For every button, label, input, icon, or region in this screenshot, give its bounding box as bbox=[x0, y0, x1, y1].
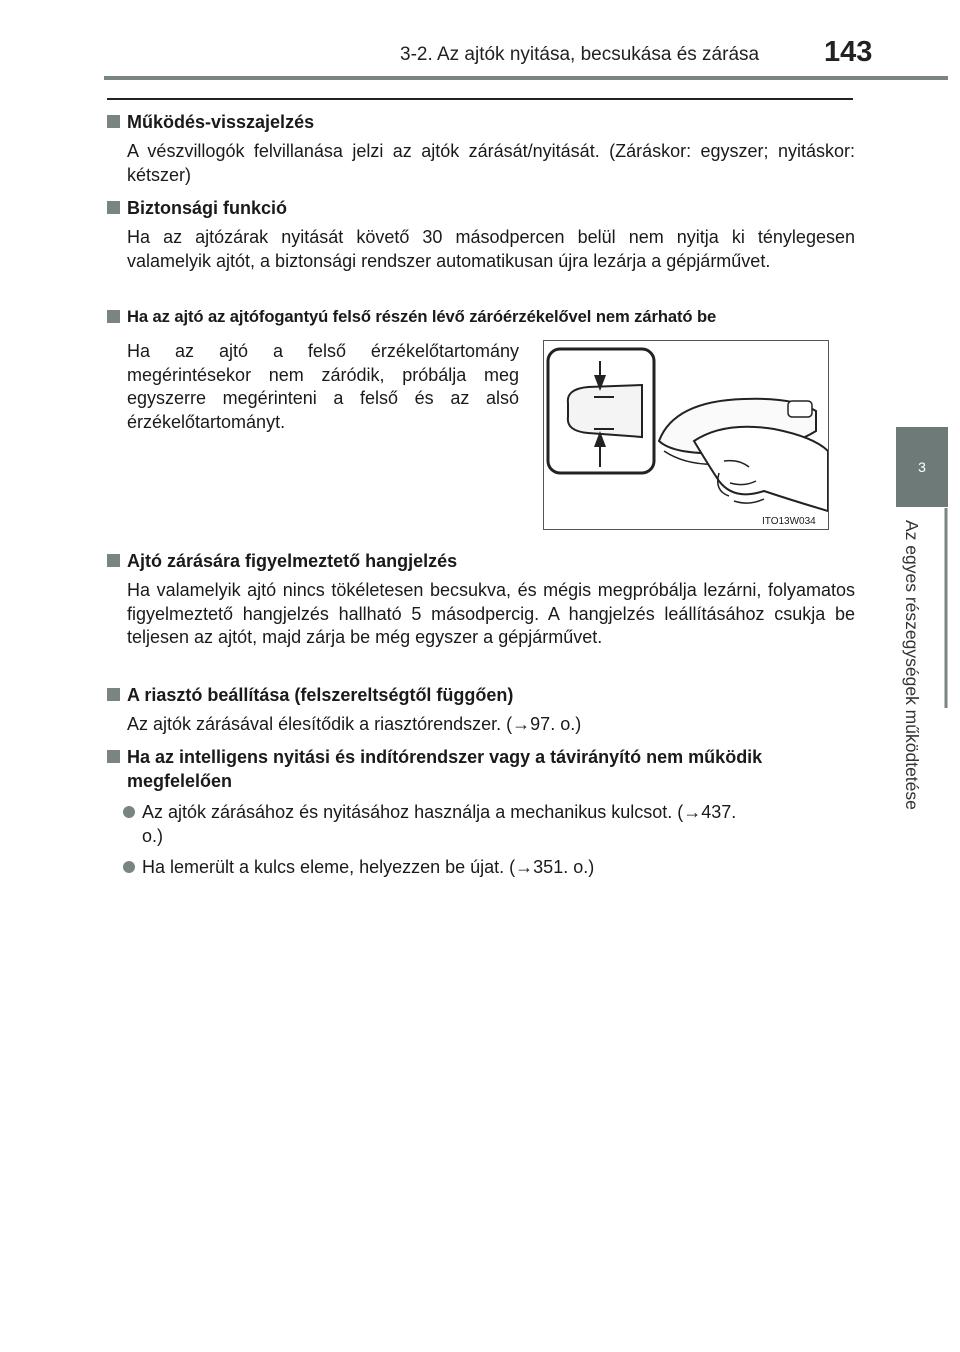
square-bullet-icon bbox=[107, 115, 120, 128]
section-heading: Működés-visszajelzés bbox=[107, 110, 855, 134]
section-heading: Ha az ajtó az ajtófogantyú felső részén lévő záróérzékelővel nem zárható be bbox=[107, 305, 855, 329]
chapter-tab: 3 bbox=[896, 427, 948, 507]
section-title: 3-2. Az ajtók nyitása, becsukása és zárása bbox=[400, 44, 760, 65]
square-bullet-icon bbox=[107, 201, 120, 214]
section-heading: A riasztó beállítása (felszereltségtől függően) bbox=[107, 683, 855, 707]
figure-code: ITO13W034 bbox=[762, 516, 816, 527]
section-alarm-setting bbox=[107, 683, 855, 737]
round-bullet-icon bbox=[123, 861, 135, 873]
section-text: A vészvillogók felvillanása jelzi az ajtók zárását/nyitását. (Záráskor: egyszer; nyitáskor: kétszer) bbox=[127, 141, 855, 185]
square-bullet-icon bbox=[107, 310, 120, 323]
square-bullet-icon bbox=[107, 688, 120, 701]
list-item: Az ajtók zárásához és nyitásához használja a mechanikus kulcsot. (→437. o.) bbox=[123, 801, 855, 848]
section-door-warning-buzzer bbox=[107, 549, 855, 650]
header-rule bbox=[104, 76, 948, 80]
door-handle-illustration bbox=[543, 340, 829, 530]
page-header bbox=[0, 0, 960, 90]
content-rule bbox=[107, 98, 853, 100]
section-heading: Biztonsági funkció bbox=[107, 196, 855, 220]
section-smart-entry-malfunction bbox=[107, 745, 855, 880]
page-number: 143 bbox=[824, 36, 873, 68]
chapter-title: Az egyes részegységek működtetése bbox=[902, 520, 922, 810]
section-text: Az ajtók zárásával élesítődik a riasztórendszer. (→97. o.) bbox=[127, 714, 582, 734]
square-bullet-icon bbox=[107, 750, 120, 763]
list-item: Ha lemerült a kulcs eleme, helyezzen be újat. (→351. o.) bbox=[123, 856, 855, 880]
section-text: Ha az ajtózárak nyitását követő 30 másodpercen belül nem nyitja ki ténylegesen valamelyik ajtót, a biztonsági rendszer automatikusan újra lezárja a gépjárművet. bbox=[127, 227, 855, 271]
section-heading: Ajtó zárására figyelmeztető hangjelzés bbox=[107, 549, 855, 573]
section-lock-sensor bbox=[107, 305, 855, 329]
section-operation-feedback bbox=[107, 110, 855, 187]
section-heading: Ha az intelligens nyitási és indítórendszer vagy a távirányító nem működik megfelelően bbox=[107, 745, 855, 793]
section-text: Ha valamelyik ajtó nincs tökéletesen becsukva, és mégis megpróbálja lezárni, folyamatos figyelmeztető hangjelzés hallható 5 másodpercig. A hangjelzés leállításához csukja be teljesen az ajtót, majd zárja be még egyszer a gépjárművet. bbox=[127, 580, 855, 647]
square-bullet-icon bbox=[107, 554, 120, 567]
section-safety-function bbox=[107, 196, 855, 273]
round-bullet-icon bbox=[123, 806, 135, 818]
section-text: Ha az ajtó a felső érzékelőtartomány megérintésekor nem záródik, próbálja meg egyszerre megérinteni a felső és az alsó érzékelőtartományt. bbox=[127, 341, 519, 432]
